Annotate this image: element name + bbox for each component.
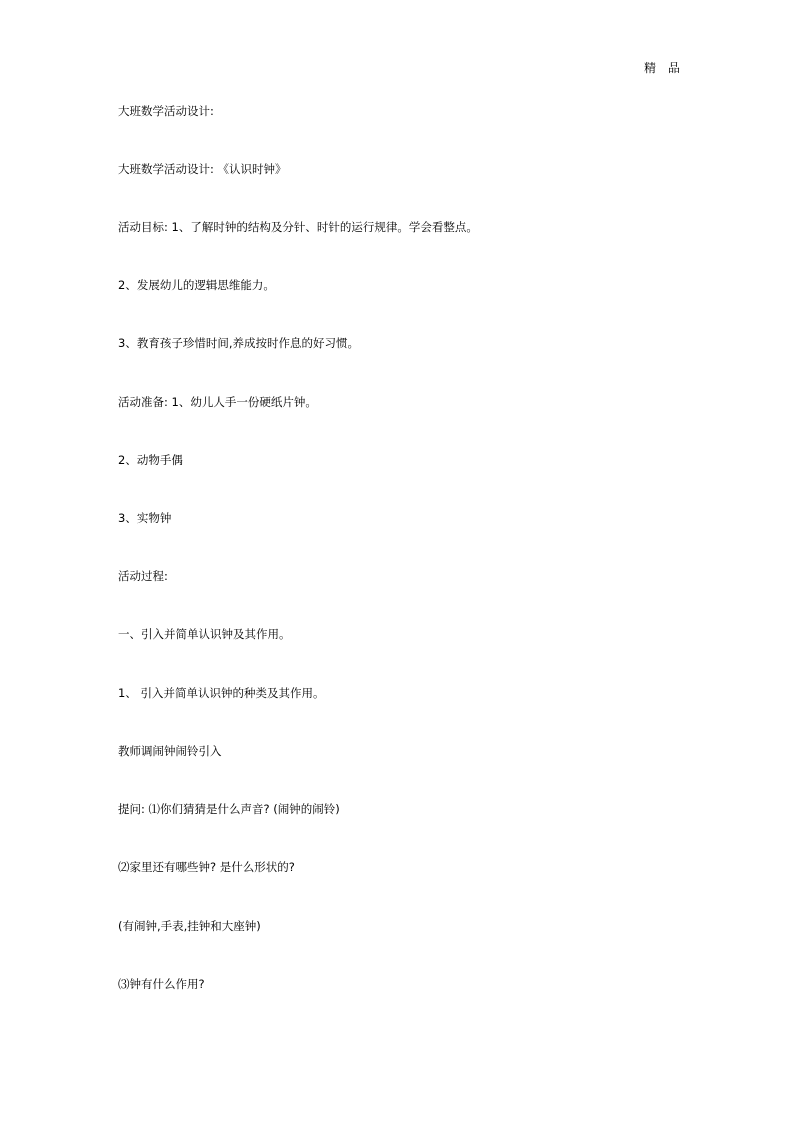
paragraph-title: 大班数学活动设计: — [118, 104, 214, 118]
paragraph-step-one: 一、引入并简单认识钟及其作用。 — [118, 627, 291, 641]
paragraph-goal-2: 2、发展幼儿的逻辑思维能力。 — [118, 278, 275, 292]
paragraph-goal-1: 活动目标: 1、了解时钟的结构及分针、时针的运行规律。学会看整点。 — [118, 220, 478, 234]
paragraph-step-one-1: 1、 引入并简单认识钟的种类及其作用。 — [118, 686, 325, 700]
paragraph-answer-2: (有闹钟,手表,挂钟和大座钟) — [118, 919, 261, 933]
paragraph-process-heading: 活动过程: — [118, 569, 168, 583]
paragraph-prep-3: 3、实物钟 — [118, 511, 172, 525]
paragraph-teacher-intro: 教师调闹钟闹铃引入 — [118, 744, 222, 758]
paragraph-goal-3: 3、教育孩子珍惜时间,养成按时作息的好习惯。 — [118, 336, 359, 350]
header-mark: 精 品 — [644, 61, 684, 75]
paragraph-question-2: ⑵家里还有哪些钟? 是什么形状的? — [118, 860, 295, 874]
paragraph-question-1: 提问: ⑴你们猜猜是什么声音? (闹钟的闹铃) — [118, 802, 340, 816]
paragraph-question-3: ⑶钟有什么作用? — [118, 977, 205, 991]
paragraph-subtitle: 大班数学活动设计: 《认识时钟》 — [118, 162, 287, 176]
paragraph-prep-2: 2、动物手偶 — [118, 453, 183, 467]
paragraph-prep-1: 活动准备: 1、幼儿人手一份硬纸片钟。 — [118, 395, 317, 409]
